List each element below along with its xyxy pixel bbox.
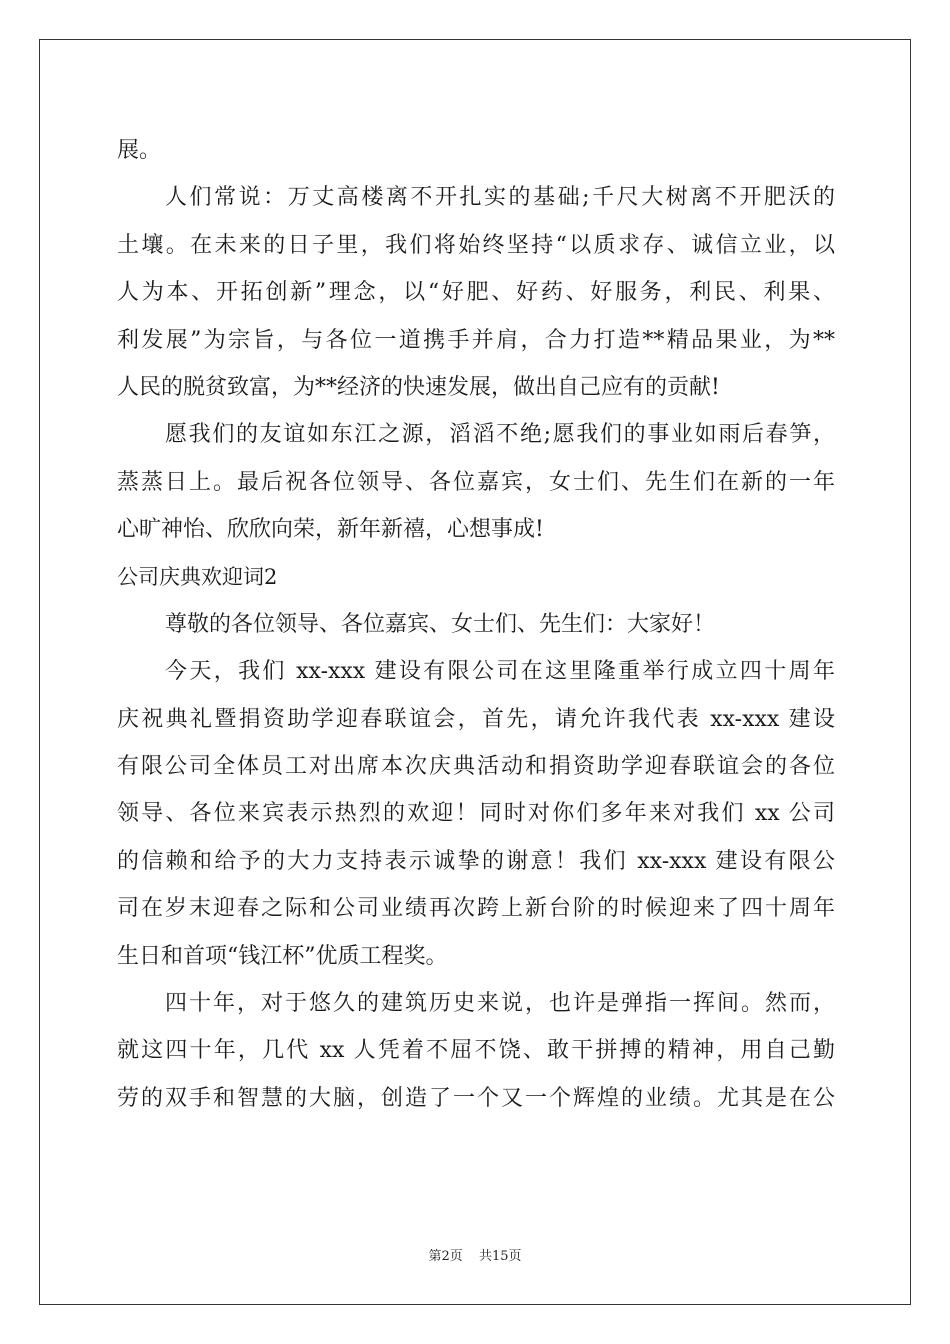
- text-line: 蒸蒸日上。最后祝各位领导、各位嘉宾，女士们、先生们在新的一年: [117, 469, 835, 495]
- text-line: 就这四十年，几代 xx 人凭着不屈不饶、敢干拼搏的精神，用自己勤: [117, 1038, 835, 1064]
- text-line: 庆祝典礼暨捐资助学迎春联谊会，首先，请允许我代表 xx-xxx 建设: [117, 706, 835, 732]
- text-line: 愿我们的友谊如东江之源，滔滔不绝;愿我们的事业如雨后春笋，: [165, 422, 835, 448]
- text-line: 展。: [117, 138, 162, 163]
- text-line: 有限公司全体员工对出席本次庆典活动和捐资助学迎春联谊会的各位: [117, 754, 835, 780]
- section-heading: 公司庆典欢迎词2: [117, 564, 278, 589]
- text-line: 司在岁末迎春之际和公司业绩再次跨上新台阶的时候迎来了四十周年: [117, 896, 835, 922]
- text-line: 生日和首项“钱江杯”优质工程奖。: [117, 943, 448, 969]
- text-line: 的信赖和给予的大力支持表示诚挚的谢意！我们 xx-xxx 建设有限公: [117, 848, 835, 874]
- text-line: 人民的脱贫致富，为**经济的快速发展，做出自己应有的贡献!: [117, 374, 720, 400]
- text-line: 劳的双手和智慧的大脑，创造了一个又一个辉煌的业绩。尤其是在公: [117, 1085, 835, 1111]
- text-line: 人为本、开拓创新”理念，以“好肥、好药、好服务，利民、利果、: [117, 280, 835, 306]
- text-line: 尊敬的各位领导、各位嘉宾、女士们、先生们：大家好！: [165, 611, 716, 637]
- page-total: 共15页: [478, 1249, 522, 1264]
- text-line: 四十年，对于悠久的建筑历史来说，也许是弹指一挥间。然而，: [165, 991, 835, 1017]
- text-line: 今天，我们 xx-xxx 建设有限公司在这里隆重举行成立四十周年: [165, 659, 835, 685]
- document-body: [117, 127, 835, 1122]
- text-line: 人们常说：万丈高楼离不开扎实的基础;千尺大树离不开肥沃的: [165, 185, 835, 211]
- page-number: 第2页: [428, 1249, 463, 1264]
- text-line: 土壤。在未来的日子里，我们将始终坚持“以质求存、诚信立业，以: [117, 232, 835, 258]
- text-line: 领导、各位来宾表示热烈的欢迎！同时对你们多年来对我们 xx 公司: [117, 801, 835, 827]
- text-line: 心旷神怡、欣欣向荣，新年新禧，心想事成!: [117, 517, 544, 543]
- text-line: 利发展”为宗旨，与各位一道携手并肩，合力打造**精品果业，为**: [117, 327, 835, 353]
- page-footer: [0, 1245, 950, 1264]
